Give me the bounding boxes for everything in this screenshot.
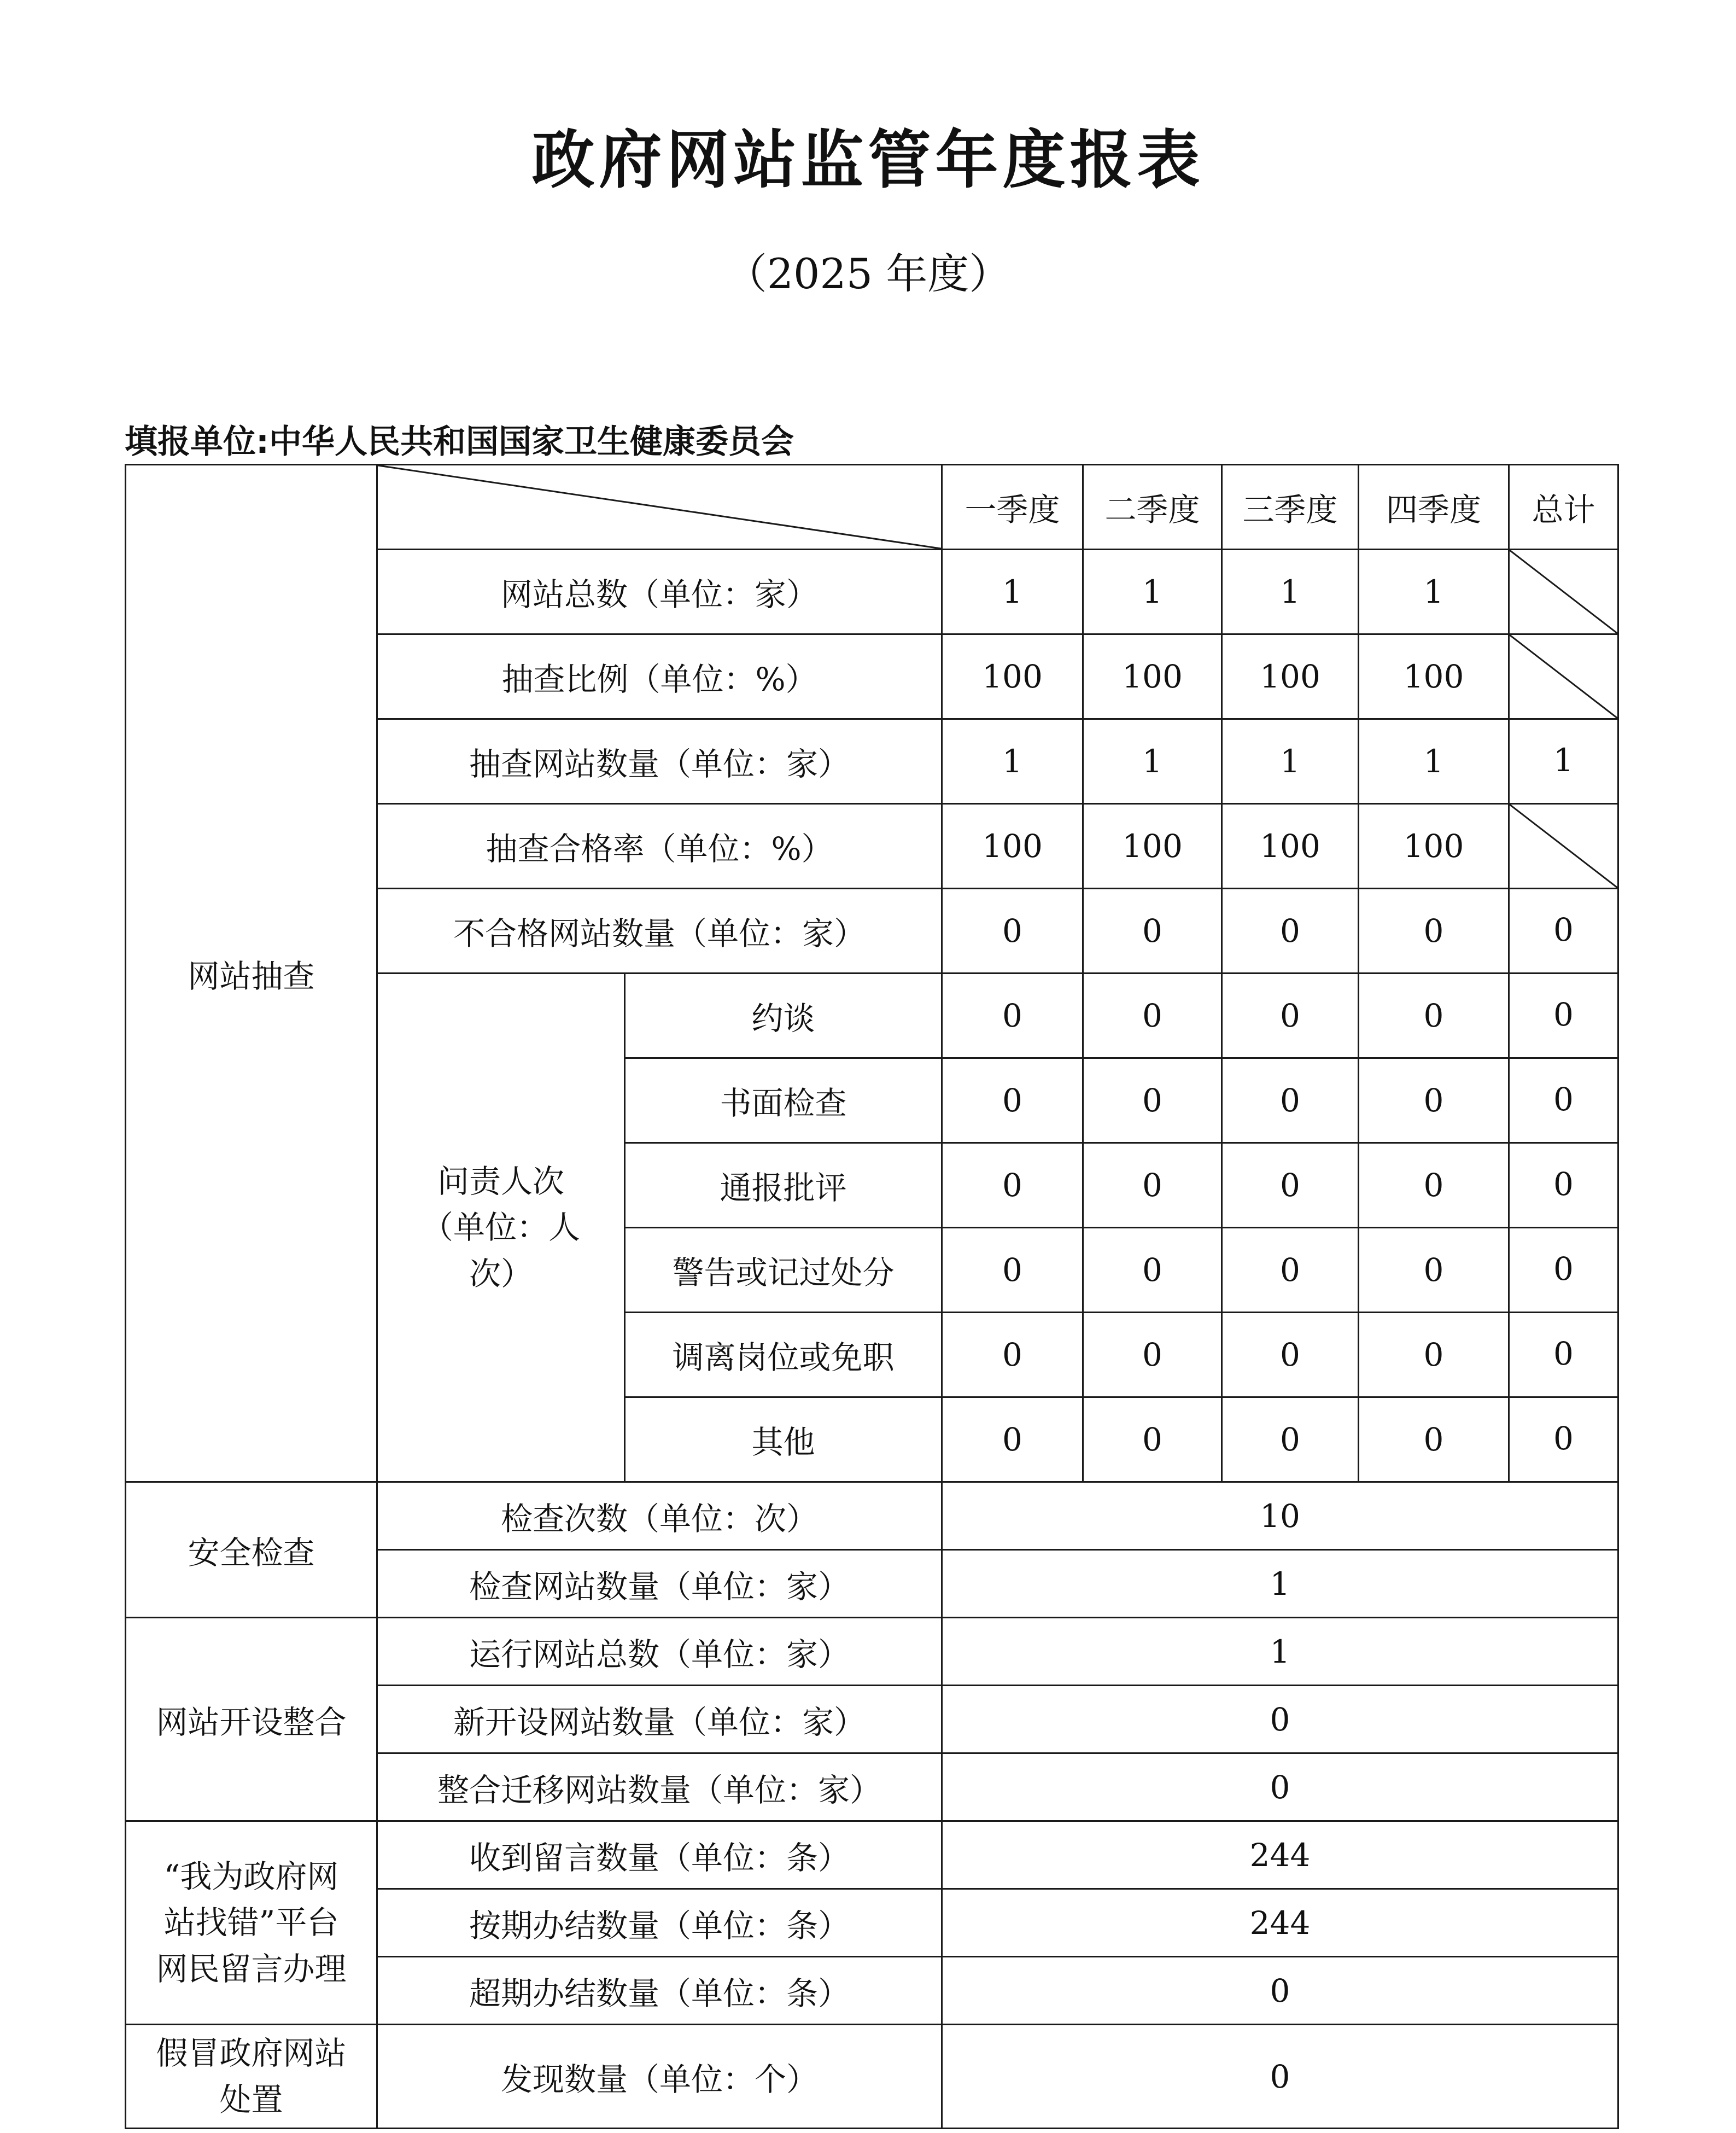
subsection-accountability: 问责人次 （单位：人 次）	[377, 974, 625, 1482]
row-label: 网站总数（单位：家）	[377, 550, 942, 634]
cell-q1: 1	[942, 719, 1083, 804]
cell-total: 1	[1509, 719, 1618, 804]
cell-q1: 0	[942, 889, 1083, 974]
cell-q4: 0	[1359, 1397, 1509, 1482]
cell-q2: 1	[1083, 719, 1222, 804]
row-label: 警告或记过处分	[625, 1228, 942, 1313]
cell-q4: 0	[1359, 1313, 1509, 1397]
cell-q4: 0	[1359, 1143, 1509, 1228]
cell-q4: 0	[1359, 1228, 1509, 1313]
cell-q2: 100	[1083, 634, 1222, 719]
cell-q1: 100	[942, 634, 1083, 719]
header-total: 总计	[1509, 465, 1618, 550]
row-label: 抽查比例（单位：%）	[377, 634, 942, 719]
row-value: 0	[942, 1957, 1618, 2025]
row-value: 1	[942, 1618, 1618, 1686]
row-label: 抽查网站数量（单位：家）	[377, 719, 942, 804]
row-value: 244	[942, 1821, 1618, 1889]
cell-q3: 0	[1222, 974, 1359, 1058]
row-label: 通报批评	[625, 1143, 942, 1228]
row-label: 检查次数（单位：次）	[377, 1482, 942, 1550]
cell-q2: 1	[1083, 550, 1222, 634]
section-spot-check: 网站抽查	[126, 465, 377, 1482]
total-diagonal-cell	[1509, 804, 1618, 889]
section-integration: 网站开设整合	[126, 1618, 377, 1821]
table-row	[126, 2025, 1618, 2129]
cell-total: 0	[1509, 1143, 1618, 1228]
row-label: 检查网站数量（单位：家）	[377, 1550, 942, 1618]
header-row	[126, 465, 1618, 550]
cell-q4: 1	[1359, 719, 1509, 804]
cell-q1: 1	[942, 550, 1083, 634]
cell-q1: 0	[942, 1058, 1083, 1143]
row-value: 244	[942, 1889, 1618, 1957]
table-row	[126, 1618, 1618, 1686]
cell-q3: 0	[1222, 1143, 1359, 1228]
table-row	[126, 1482, 1618, 1550]
cell-q3: 0	[1222, 889, 1359, 974]
header-q3: 三季度	[1222, 465, 1359, 550]
cell-q3: 0	[1222, 1058, 1359, 1143]
cell-total: 0	[1509, 1313, 1618, 1397]
cell-q3: 100	[1222, 804, 1359, 889]
cell-q2: 0	[1083, 1313, 1222, 1397]
row-label: 收到留言数量（单位：条）	[377, 1821, 942, 1889]
cell-total: 0	[1509, 974, 1618, 1058]
cell-q2: 100	[1083, 804, 1222, 889]
cell-q4: 0	[1359, 974, 1509, 1058]
row-label: 调离岗位或免职	[625, 1313, 942, 1397]
reporting-unit-label: 填报单位:	[125, 423, 269, 461]
row-label: 约谈	[625, 974, 942, 1058]
row-value: 10	[942, 1482, 1618, 1550]
cell-q1: 0	[942, 1397, 1083, 1482]
total-diagonal-cell	[1509, 550, 1618, 634]
row-label: 发现数量（单位：个）	[377, 2025, 942, 2129]
total-diagonal-cell	[1509, 634, 1618, 719]
row-value: 1	[942, 1550, 1618, 1618]
row-label: 其他	[625, 1397, 942, 1482]
section-counterfeit: 假冒政府网站 处置	[126, 2025, 377, 2129]
row-label: 超期办结数量（单位：条）	[377, 1957, 942, 2025]
cell-q2: 0	[1083, 889, 1222, 974]
section-security: 安全检查	[126, 1482, 377, 1618]
cell-q4: 100	[1359, 634, 1509, 719]
row-label: 新开设网站数量（单位：家）	[377, 1686, 942, 1753]
cell-total: 0	[1509, 1228, 1618, 1313]
header-q4: 四季度	[1359, 465, 1509, 550]
cell-q1: 100	[942, 804, 1083, 889]
section-messages: “我为政府网 站找错”平台 网民留言办理	[126, 1821, 377, 2025]
row-label: 书面检查	[625, 1058, 942, 1143]
row-value: 0	[942, 1753, 1618, 1821]
page-title: 政府网站监管年度报表	[531, 124, 1205, 197]
row-label: 按期办结数量（单位：条）	[377, 1889, 942, 1957]
cell-q3: 1	[1222, 550, 1359, 634]
table-row	[126, 1821, 1618, 1889]
row-label: 不合格网站数量（单位：家）	[377, 889, 942, 974]
cell-q1: 0	[942, 974, 1083, 1058]
cell-q1: 0	[942, 1313, 1083, 1397]
row-label: 运行网站总数（单位：家）	[377, 1618, 942, 1686]
cell-q3: 0	[1222, 1228, 1359, 1313]
cell-q2: 0	[1083, 974, 1222, 1058]
cell-q3: 100	[1222, 634, 1359, 719]
cell-q2: 0	[1083, 1143, 1222, 1228]
cell-q1: 0	[942, 1143, 1083, 1228]
cell-q4: 100	[1359, 804, 1509, 889]
row-value: 0	[942, 1686, 1618, 1753]
row-label: 抽查合格率（单位：%）	[377, 804, 942, 889]
cell-q4: 0	[1359, 1058, 1509, 1143]
row-value: 0	[942, 2025, 1618, 2129]
cell-q2: 0	[1083, 1228, 1222, 1313]
header-diagonal-cell	[377, 465, 942, 550]
cell-q2: 0	[1083, 1058, 1222, 1143]
cell-q2: 0	[1083, 1397, 1222, 1482]
cell-total: 0	[1509, 1397, 1618, 1482]
header-q2: 二季度	[1083, 465, 1222, 550]
header-q1: 一季度	[942, 465, 1083, 550]
report-table	[125, 464, 1619, 2129]
reporting-unit-value: 中华人民共和国国家卫生健康委员会	[269, 423, 794, 461]
cell-q3: 0	[1222, 1397, 1359, 1482]
cell-q3: 0	[1222, 1313, 1359, 1397]
cell-q1: 0	[942, 1228, 1083, 1313]
cell-q4: 1	[1359, 550, 1509, 634]
page-subtitle: （2025 年度）	[725, 249, 1011, 298]
cell-total: 0	[1509, 889, 1618, 974]
row-label: 整合迁移网站数量（单位：家）	[377, 1753, 942, 1821]
reporting-unit	[125, 416, 794, 463]
cell-q3: 1	[1222, 719, 1359, 804]
cell-total: 0	[1509, 1058, 1618, 1143]
cell-q4: 0	[1359, 889, 1509, 974]
